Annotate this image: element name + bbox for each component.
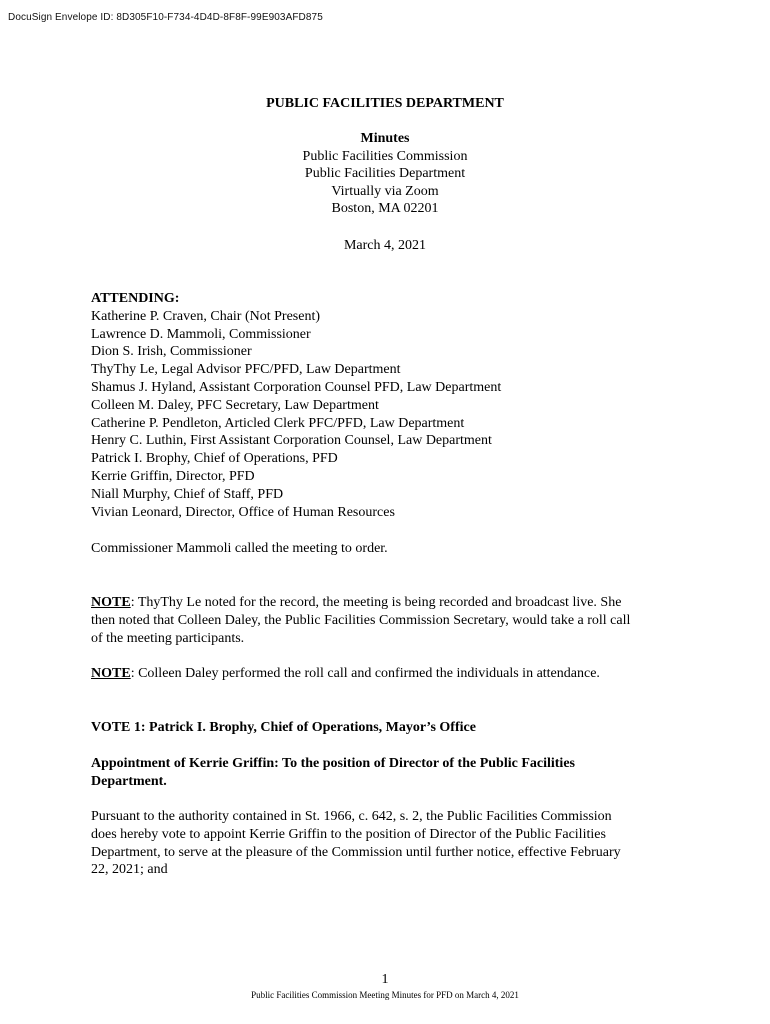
appointment-heading (91, 755, 575, 791)
docusign-envelope-id: DocuSign Envelope ID: 8D305F10-F734-4D4D-8F8F-99E903AFD875 (8, 12, 323, 23)
note-label: NOTE (91, 666, 131, 681)
meeting-header (0, 130, 770, 218)
page-number: 1 (381, 972, 389, 987)
note-text: : Colleen Daley performed the roll call and confirmed the individuals in attendance. (130, 666, 600, 681)
note-recording (91, 594, 691, 647)
note-text: then noted that Colleen Daley, the Public Facilities Commission Secretary, would take a roll call (91, 612, 631, 628)
attendee: Niall Murphy, Chief of Staff, PFD (91, 486, 284, 502)
note-label: NOTE (91, 595, 131, 610)
note-text: : ThyThy Le noted for the record, the meeting is being recorded and broadcast live. She (130, 595, 622, 610)
note-text: of the meeting participants. (91, 630, 245, 646)
attendee: Dion S. Irish, Commissioner (91, 344, 252, 360)
vote-heading: VOTE 1: Patrick I. Brophy, Chief of Operations, Mayor’s Office (91, 720, 476, 735)
attendee: Colleen M. Daley, PFC Secretary, Law Department (91, 397, 379, 413)
vote-body-line: 22, 2021; and (91, 862, 168, 878)
attendee: Catherine P. Pendleton, Articled Clerk PFC/PFD, Law Department (91, 415, 465, 431)
attendee: ThyThy Le, Legal Advisor PFC/PFD, Law Department (91, 362, 401, 378)
department-name: Public Facilities Department (304, 166, 466, 182)
department-title: PUBLIC FACILITIES DEPARTMENT (266, 96, 504, 111)
attendee: Patrick I. Brophy, Chief of Operations, PFD (91, 451, 338, 467)
commission-name: Public Facilities Commission (302, 148, 468, 164)
meeting-location: Virtually via Zoom (331, 183, 439, 199)
attendee: Katherine P. Craven, Chair (Not Present) (91, 308, 320, 324)
attending-heading: ATTENDING: (91, 291, 180, 306)
meeting-date: March 4, 2021 (343, 238, 427, 253)
vote-body (91, 808, 621, 879)
note-roll-call (91, 665, 600, 683)
vote-body-line: Department, to serve at the pleasure of the Commission until further notice, effective February (91, 844, 621, 860)
meeting-city: Boston, MA 02201 (331, 201, 439, 217)
attendee: Kerrie Griffin, Director, PFD (91, 468, 255, 484)
call-to-order: Commissioner Mammoli called the meeting to order. (91, 541, 388, 556)
attendee: Vivian Leonard, Director, Office of Human Resources (91, 504, 395, 520)
attendee: Lawrence D. Mammoli, Commissioner (91, 326, 311, 342)
attendee: Henry C. Luthin, First Assistant Corporation Counsel, Law Department (91, 433, 492, 449)
attendee: Shamus J. Hyland, Assistant Corporation Counsel PFD, Law Department (91, 379, 502, 395)
page-footer: Public Facilities Commission Meeting Minutes for PFD on March 4, 2021 (251, 990, 519, 1000)
appointment-line: Appointment of Kerrie Griffin: To the position of Director of the Public Facilities (91, 756, 575, 771)
vote-body-line: Pursuant to the authority contained in St. 1966, c. 642, s. 2, the Public Facilities Commission (91, 809, 612, 824)
vote-body-line: does hereby vote to appoint Kerrie Griffin to the position of Director of the Public Facilities (91, 826, 606, 842)
attending-section (91, 290, 501, 521)
appointment-line: Department. (91, 773, 167, 789)
minutes-label: Minutes (360, 131, 410, 146)
